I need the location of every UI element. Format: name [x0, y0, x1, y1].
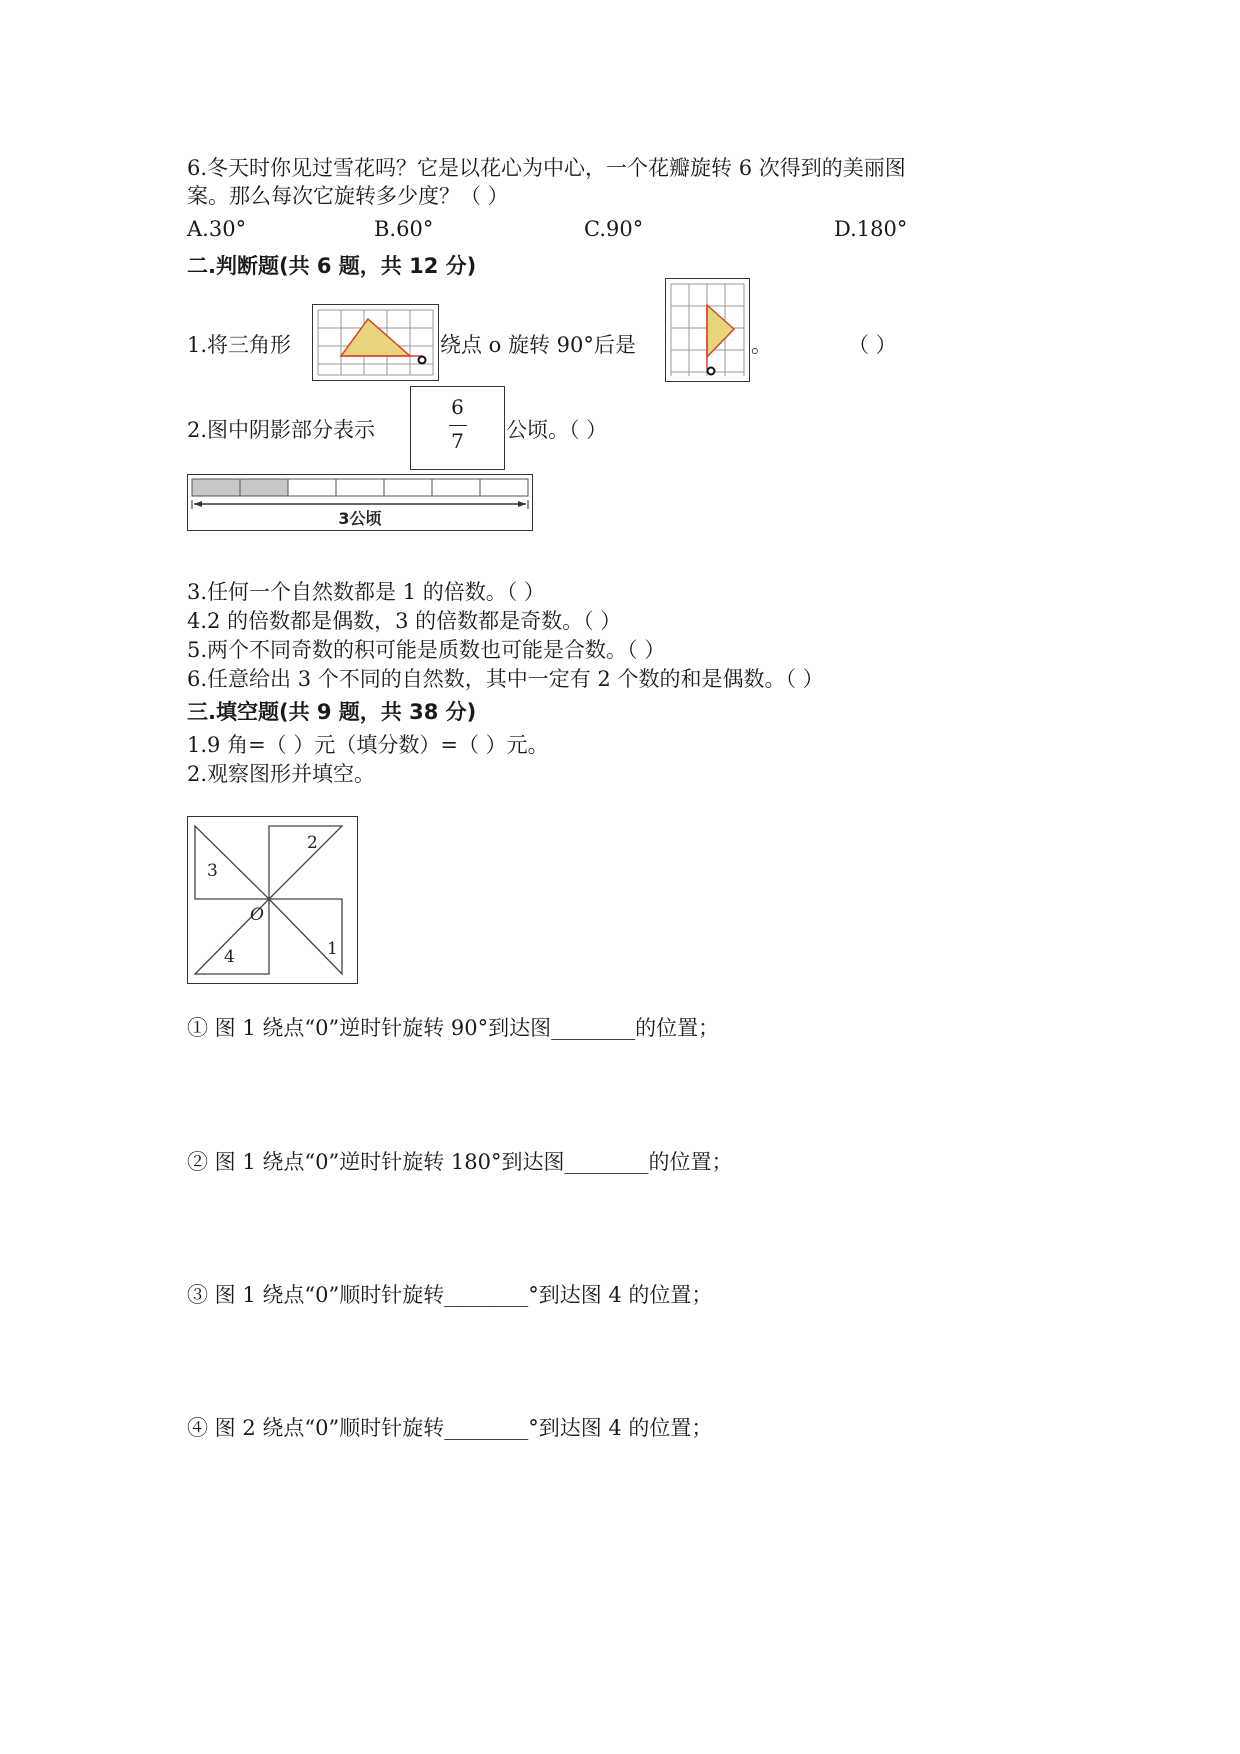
fraction-bar: [449, 425, 467, 426]
section3-title: 三.填空题(共 9 题，共 38 分): [187, 700, 477, 724]
bar-cell: [384, 479, 432, 496]
bar-label: 3公顷: [338, 509, 382, 528]
s2-item-6: 6.任意给出 3 个不同的自然数，其中一定有 2 个数的和是偶数。（ ）: [187, 667, 824, 691]
bar-cell: [432, 479, 480, 496]
bar-cell: [192, 479, 240, 496]
q6-option-a[interactable]: A.30°: [187, 217, 247, 241]
s2-q1-paren: （ ）: [848, 333, 897, 357]
hectare-bar-figure: [187, 474, 533, 531]
pinwheel-triangle-2: [269, 826, 342, 899]
q6-line1: 6.冬天时你见过雪花吗？它是以花心为中心，一个花瓣旋转 6 次得到的美丽图: [187, 156, 906, 180]
rotation-point-o-after: [708, 368, 715, 375]
rotation-point-o: [419, 357, 426, 364]
s2-q2-part1: 2.图中阴影部分表示: [187, 418, 376, 442]
section2-title: 二.判断题(共 6 题，共 12 分): [187, 254, 477, 278]
bar-cell: [288, 479, 336, 496]
pinwheel-triangle-1: [269, 899, 342, 974]
q6-option-b[interactable]: B.60°: [374, 217, 434, 241]
bar-cell: [240, 479, 288, 496]
s3-sub-3: ③ 图 1 绕点“0”顺时针旋转________°到达图 4 的位置；: [187, 1283, 713, 1307]
pinwheel-center-o: O: [250, 905, 264, 925]
triangle-shape: [341, 319, 410, 356]
fraction-box: [410, 386, 505, 470]
s2-q1-part3: 。: [751, 333, 772, 357]
fraction-numerator: 6: [451, 395, 464, 419]
pinwheel-label-2: 2: [307, 833, 318, 853]
pinwheel-label-1: 1: [327, 939, 338, 959]
pinwheel-label-3: 3: [207, 861, 218, 881]
s2-item-5: 5.两个不同奇数的积可能是质数也可能是合数。（ ）: [187, 638, 666, 662]
s3-q1: 1.9 角=（ ）元（填分数）=（ ）元。: [187, 733, 549, 757]
s2-q1-part1: 1.将三角形: [187, 333, 292, 357]
fraction-denominator: 7: [451, 429, 464, 453]
triangle-grid-before: [312, 304, 439, 381]
triangle-grid-after: [665, 278, 750, 382]
bar-cell: [336, 479, 384, 496]
q6-option-c[interactable]: C.90°: [584, 217, 644, 241]
s2-item-3: 3.任何一个自然数都是 1 的倍数。（ ）: [187, 580, 545, 604]
s2-q2-part2: 公顷。（ ）: [506, 418, 608, 442]
q6-option-d[interactable]: D.180°: [834, 217, 908, 241]
s3-sub-4: ④ 图 2 绕点“0”顺时针旋转________°到达图 4 的位置；: [187, 1416, 713, 1440]
pinwheel-label-4: 4: [224, 947, 235, 967]
s3-sub-1: ① 图 1 绕点“0”逆时针旋转 90°到达图________的位置；: [187, 1016, 720, 1040]
s3-q2: 2.观察图形并填空。: [187, 762, 376, 786]
q6-line2: 案。那么每次它旋转多少度？（ ）: [187, 184, 509, 208]
bar-cell: [480, 479, 528, 496]
s2-item-4: 4.2 的倍数都是偶数，3 的倍数都是奇数。（ ）: [187, 609, 622, 633]
rotated-triangle-shape: [707, 305, 734, 357]
pinwheel-figure: [187, 816, 358, 984]
s2-q1-part2: 绕点 o 旋转 90°后是: [440, 333, 636, 357]
s3-sub-2: ② 图 1 绕点“0”逆时针旋转 180°到达图________的位置；: [187, 1150, 733, 1174]
